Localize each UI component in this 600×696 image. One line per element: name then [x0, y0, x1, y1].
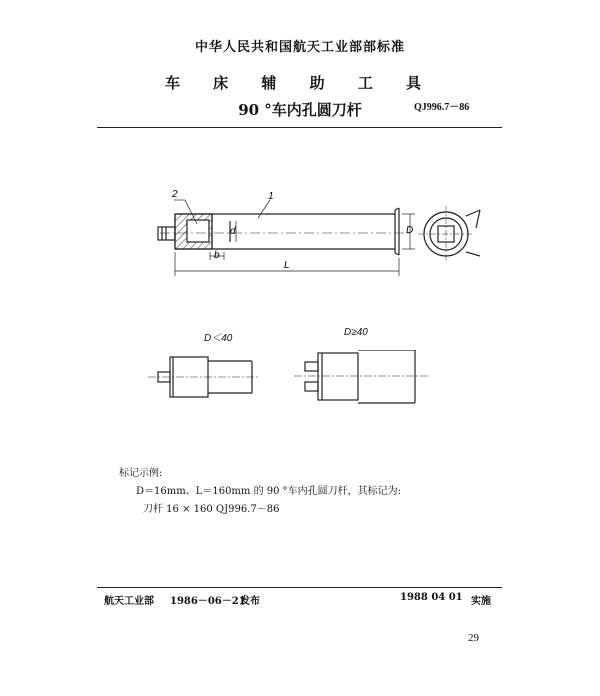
dim-D-label: D: [406, 225, 414, 236]
footer-effective-date: 1988 04 01: [400, 592, 463, 603]
header-rule: [97, 127, 502, 128]
example-marking: 刀杆 16 × 160 QJ996.7－86: [143, 504, 280, 515]
variant-drawings: [140, 350, 440, 410]
callout-1: 1: [268, 191, 274, 202]
variant-small-label: D＜40: [204, 333, 233, 344]
variant-large: [305, 350, 415, 403]
page-number: 29: [468, 632, 479, 644]
footer-effective-word: 实施: [471, 596, 491, 607]
footer-issue-date: 1986－06－21: [170, 596, 246, 607]
footer-rule: [97, 587, 502, 588]
end-view: [424, 210, 480, 256]
standard-organization: 中华人民共和国航天工业部部标准: [194, 40, 405, 55]
tool-slot: [187, 220, 209, 242]
footer-issuer: 航天工业部: [104, 596, 154, 607]
document-title: 车 床 辅 助 工 具: [164, 74, 436, 92]
variant-large-label: D≥40: [344, 327, 368, 338]
standard-code: QJ996.7－86: [414, 102, 470, 113]
example-description: D＝16mm、L＝160mm 的 90 °车内孔圆刀杆，其标记为:: [136, 486, 402, 497]
callout-2: 2: [172, 189, 178, 200]
footer-issue-word: 发布: [240, 596, 260, 607]
dim-d-label: d: [230, 226, 236, 237]
document-subtitle: 90 °车内孔圆刀杆: [238, 101, 362, 119]
dim-L-label: L: [284, 260, 290, 271]
example-label: 标记示例:: [119, 468, 163, 479]
main-drawing: [0, 180, 600, 290]
dim-b-label: b: [214, 250, 220, 261]
